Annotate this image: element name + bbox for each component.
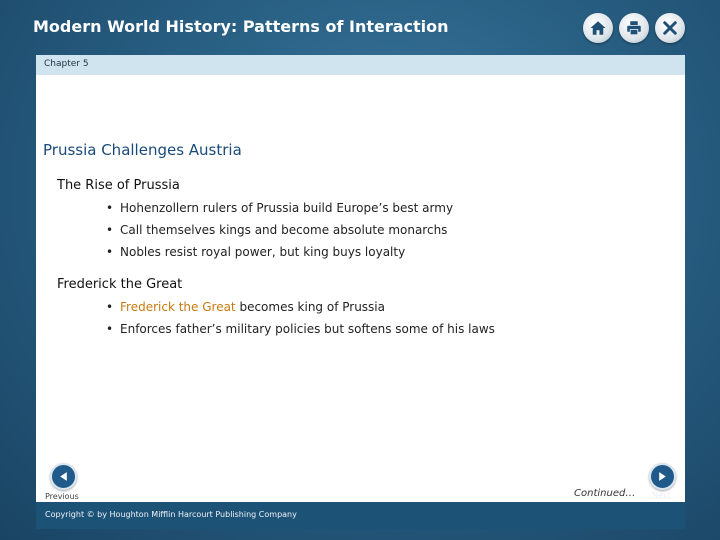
list-item [106,296,495,318]
continued-label: Continued… [574,488,636,499]
close-button[interactable] [655,13,685,43]
previous-label: Previous [45,492,79,501]
list-item-text: becomes king of Prussia [235,300,385,314]
top-toolbar [583,13,685,43]
home-icon [589,19,607,37]
next-button[interactable] [649,463,676,490]
arrow-left-icon [58,471,69,482]
printer-icon [625,19,643,37]
section-title: Frederick the Great [57,277,183,292]
highlighted-term: Frederick the Great [120,300,236,314]
app-title: Modern World History: Patterns of Interaction [33,17,449,36]
home-button[interactable] [583,13,613,43]
bullet-list [106,197,453,263]
copyright-text: Copyright © by Houghton Mifflin Harcourt Publishing Company [45,510,297,519]
chapter-label: Chapter 5 [44,59,89,69]
list-item: • Nobles resist royal power, but king buys loyalty [106,241,453,263]
arrow-right-icon [657,471,668,482]
list-item: • Hohenzollern rulers of Prussia build Europe’s best army [106,197,453,219]
previous-button[interactable] [50,463,77,490]
list-item: • Enforces father’s military policies but softens some of his laws [106,318,495,340]
footer-bar [36,502,685,529]
section-title: The Rise of Prussia [57,178,180,193]
list-item: • Call themselves kings and become absolute monarchs [106,219,453,241]
chapter-bar [36,55,685,75]
next-label: Next [652,491,671,500]
slide-heading: Prussia Challenges Austria [43,141,242,159]
bullet-list [106,296,495,340]
slide-content [36,75,685,502]
close-icon [661,19,679,37]
print-button[interactable] [619,13,649,43]
